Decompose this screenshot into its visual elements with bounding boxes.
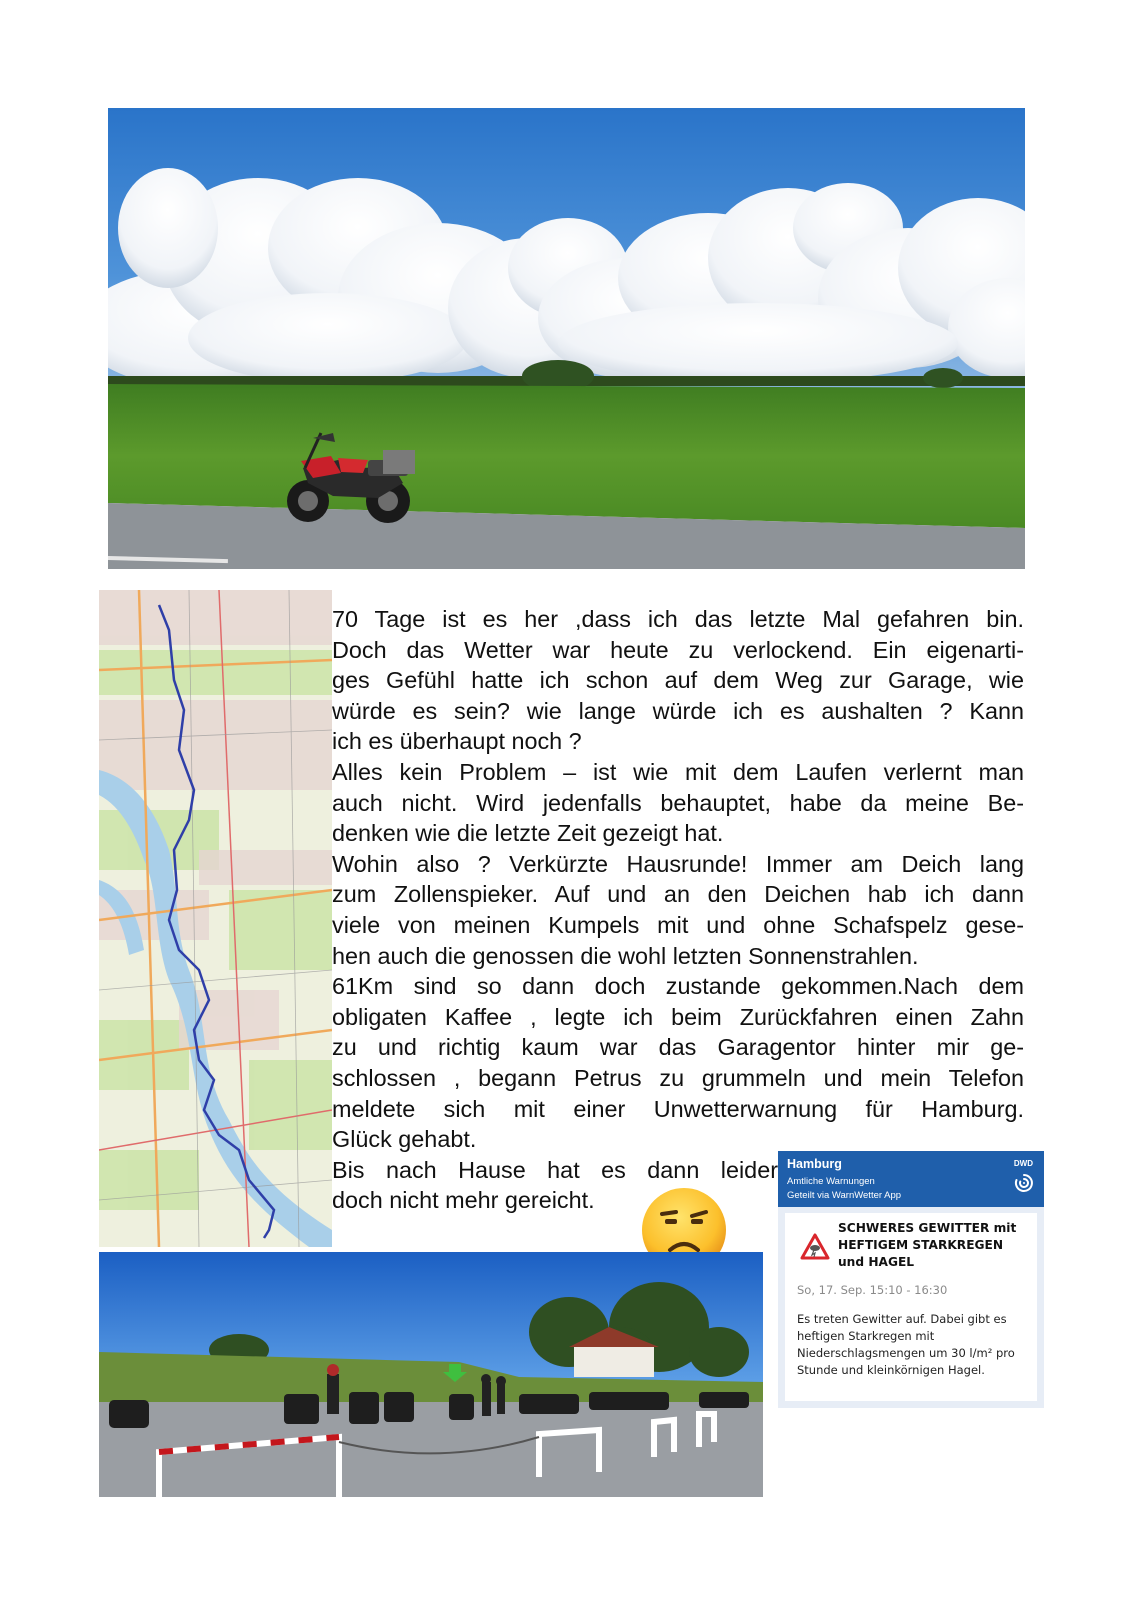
dwd-logo-text: DWD — [1013, 1159, 1033, 1168]
paragraph-2 — [332, 757, 1024, 849]
text-line: Alles kein Problem – ist wie mit dem Laufen verlernt man — [332, 758, 1024, 785]
warning-body — [785, 1213, 1037, 1401]
text-line: Doch das Wetter war heute zu verlockend. Ein eigenarti- — [332, 636, 1024, 663]
text-line: auch nicht. Wird jedenfalls behauptet, habe da meine Be- — [332, 789, 1024, 816]
text-line: meldete sich mit einer Unwetterwarnung für Hamburg. — [332, 1095, 1024, 1122]
text-line: zu und richtig kaum war das Garagentor hinter mir ge- — [332, 1034, 1024, 1061]
route-map — [99, 590, 332, 1247]
parking-lot-image — [99, 1252, 763, 1497]
text-line: 61Km sind so dann doch zustande gekommen.Nach dem — [332, 973, 1024, 1000]
dike-landscape-image — [108, 108, 1025, 569]
article-text — [332, 604, 1024, 1216]
top-photo-dike-motorcycle — [108, 108, 1025, 569]
text-line: hen auch die genossen die wohl letzten Sonnenstrahlen. — [332, 942, 919, 969]
text-line: ich es überhaupt noch ? — [332, 728, 582, 755]
weather-warning-card — [778, 1151, 1044, 1408]
text-line: Bis nach Hause hat es dann leider — [332, 1156, 778, 1183]
text-line: würde es sein? wie lange würde ich es aushalten ? Kann — [332, 697, 1024, 724]
warning-title: SCHWERES GEWITTER mit HEFTIGEM STARKREGEN und HAGEL — [838, 1221, 1017, 1269]
warning-description: Es treten Gewitter auf. Dabei gibt es heftigen Starkregen mit Niederschlagsmengen um 30 l/m² pro Stunde und kleinkörnigen Hagel. — [797, 1312, 1015, 1377]
thunderstorm-warning-icon — [800, 1233, 830, 1261]
warning-shared-via: Geteilt via WarnWetter App — [787, 1190, 902, 1201]
paragraph-4 — [332, 971, 1024, 1155]
paragraph-3 — [332, 849, 1024, 971]
text-line: schlossen , begann Petrus zu grummeln und mein Telefon — [332, 1064, 1024, 1091]
text-line: zum Zollenspieker. Auf und an den Deichen hab ich dann — [332, 881, 1024, 908]
text-line: denken wie die letzte Zeit gezeigt hat. — [332, 820, 724, 847]
text-line: 70 Tage ist es her ,dass ich das letzte Mal gefahren bin. — [332, 606, 1024, 632]
dwd-spiral-icon — [1012, 1171, 1036, 1195]
warning-time: So, 17. Sep. 15:10 - 16:30 — [797, 1283, 948, 1297]
text-line: Glück gehabt. — [332, 1126, 477, 1153]
warning-header — [778, 1151, 1044, 1207]
text-line: Wohin also ? Verkürzte Hausrunde! Immer am Deich lang — [332, 850, 1024, 877]
text-line: doch nicht mehr gereicht. — [332, 1187, 595, 1214]
route-map-image — [99, 590, 332, 1247]
text-line: obligaten Kaffee , legte ich beim Zurückfahren einen Zahn — [332, 1003, 1024, 1030]
warning-subtitle: Amtliche Warnungen — [787, 1176, 875, 1187]
bottom-photo-motorcycle-meetup — [99, 1252, 763, 1497]
text-line: viele von meinen Kumpels mit und ohne Schafspelz gese- — [332, 911, 1024, 938]
text-line: ges Gefühl hatte ich schon auf dem Weg zur Garage, wie — [332, 667, 1024, 694]
warning-city: Hamburg — [787, 1157, 842, 1171]
paragraph-1 — [332, 604, 1024, 757]
